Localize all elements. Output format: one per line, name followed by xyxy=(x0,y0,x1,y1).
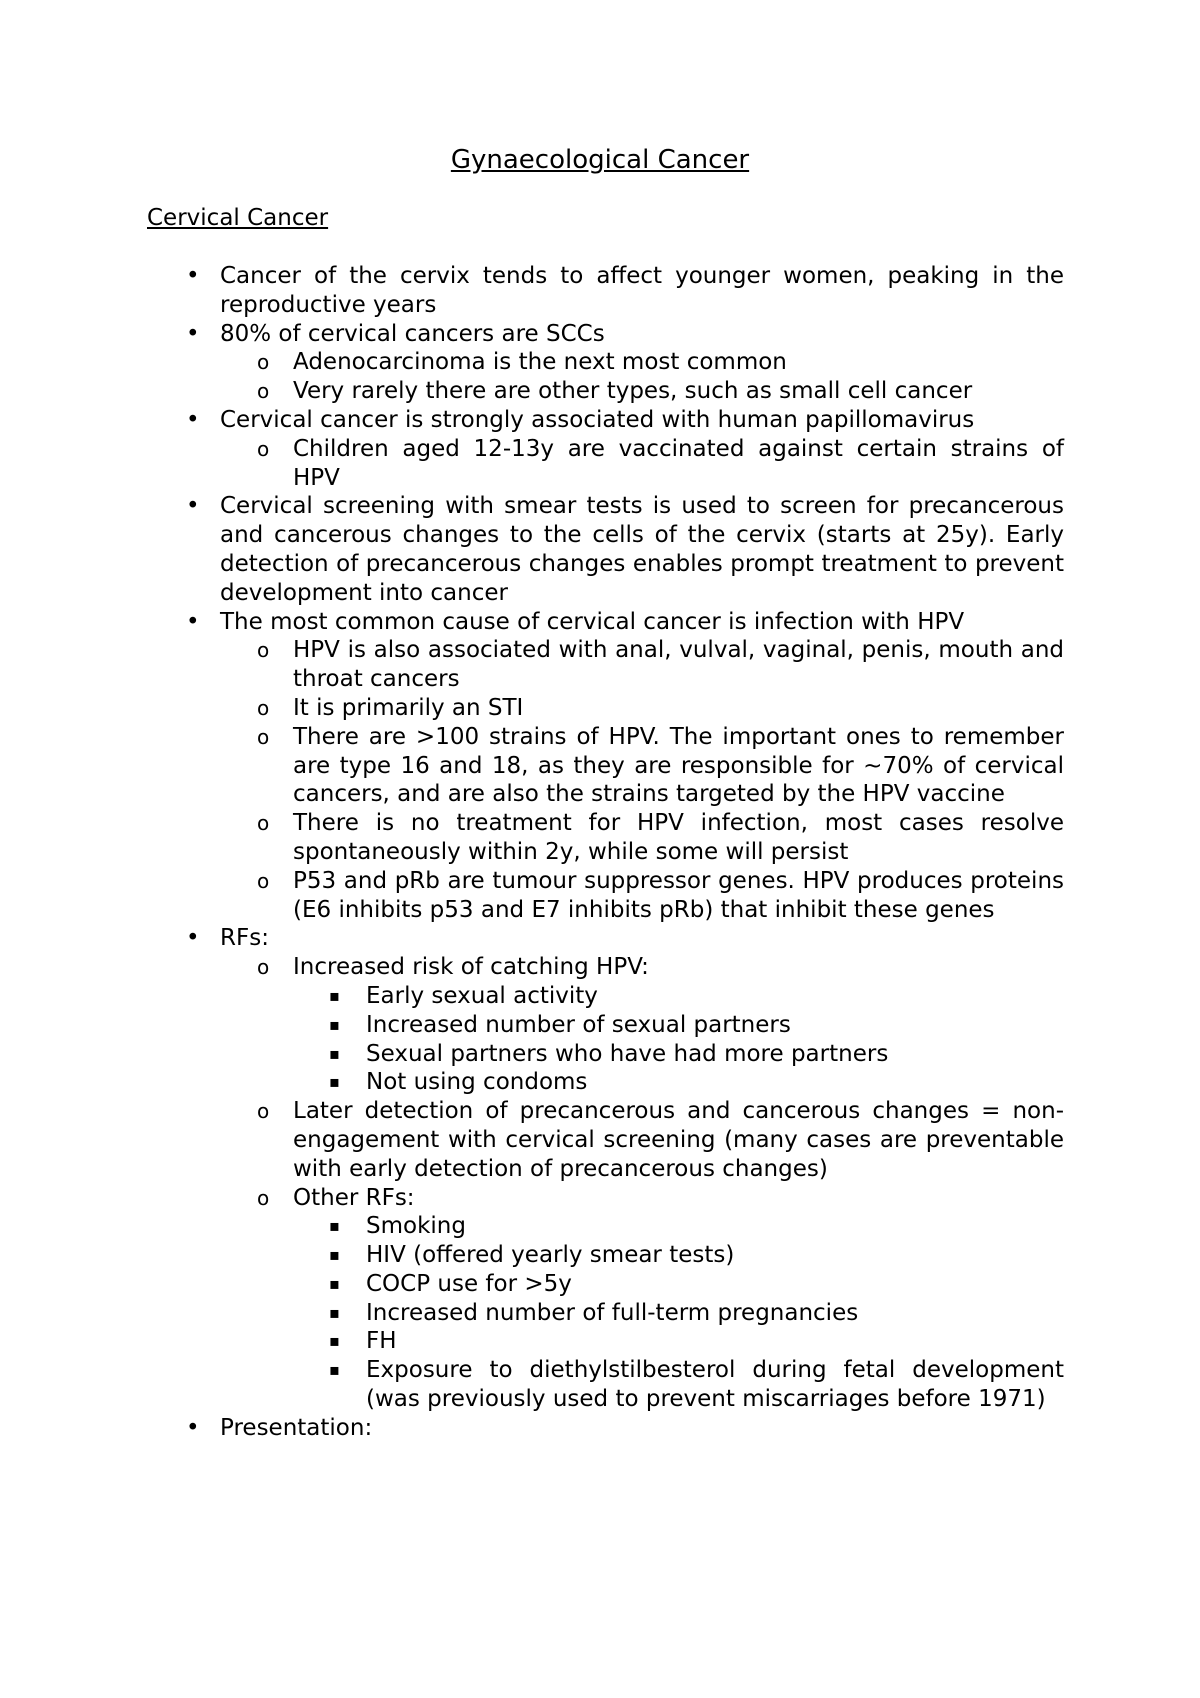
bullet-marker: ▪ xyxy=(329,1360,340,1380)
list-item-text: Exposure to diethylstilbesterol during fetal development (was previously used to prevent miscarriages before 1971) xyxy=(366,1357,1064,1413)
list-item-text: Children aged 12-13y are vaccinated against certain strains of HPV xyxy=(293,435,1064,491)
list-item xyxy=(0,1184,1200,1213)
list-item-text: Presentation: xyxy=(220,1414,373,1441)
list-item xyxy=(0,406,1200,435)
list-item xyxy=(0,1097,1200,1183)
list-item xyxy=(0,348,1200,377)
list-item xyxy=(0,1068,1200,1097)
list-item xyxy=(0,1414,1200,1443)
page-title xyxy=(0,144,1200,176)
list-item-text: COCP use for >5y xyxy=(366,1270,572,1297)
list-item-text: Not using condoms xyxy=(366,1069,588,1096)
list-item xyxy=(0,924,1200,953)
list-item-text: 80% of cervical cancers are SCCs xyxy=(220,320,605,347)
bullet-marker: • xyxy=(186,406,200,433)
list-item-text: It is primarily an STI xyxy=(293,694,524,721)
list-item-text: Increased number of full-term pregnancies xyxy=(366,1299,859,1326)
list-item-text: The most common cause of cervical cancer is infection with HPV xyxy=(220,608,965,635)
list-item xyxy=(0,1241,1200,1270)
list-item-text: FH xyxy=(366,1328,397,1355)
list-item xyxy=(0,1011,1200,1040)
list-item-text: Other RFs: xyxy=(293,1184,415,1211)
list-item xyxy=(0,867,1200,925)
bullet-marker: o xyxy=(257,695,270,720)
bullet-marker: ▪ xyxy=(329,1216,340,1236)
list-item xyxy=(0,262,1200,320)
list-item xyxy=(0,1270,1200,1299)
list-item xyxy=(0,608,1200,637)
list-item-text: Early sexual activity xyxy=(366,982,598,1009)
bullet-list xyxy=(0,262,1200,1443)
bullet-marker: • xyxy=(186,493,200,520)
list-item-text: Later detection of precancerous and cancerous changes = non-engagement with cervical screening (many cases are preventable with early detection of precancerous changes) xyxy=(293,1098,1064,1182)
bullet-marker: • xyxy=(186,1414,200,1441)
list-item xyxy=(0,694,1200,723)
list-item xyxy=(0,982,1200,1011)
bullet-marker: ▪ xyxy=(329,1273,340,1293)
bullet-marker: o xyxy=(257,724,270,749)
list-item xyxy=(0,1040,1200,1069)
list-item-text: Increased number of sexual partners xyxy=(366,1011,791,1038)
bullet-marker: o xyxy=(257,379,270,404)
list-item-text: Cervical cancer is strongly associated with human papillomavirus xyxy=(220,406,975,433)
list-item xyxy=(0,435,1200,493)
list-item-text: Cervical screening with smear tests is used to screen for precancerous and cancerous changes to the cells of the cervix (starts at 25y). Early detection of precancerous changes enables prompt treatment to prevent development into cancer xyxy=(220,493,1064,606)
list-item xyxy=(0,1212,1200,1241)
list-item-text: Sexual partners who have had more partners xyxy=(366,1040,889,1067)
bullet-marker: ▪ xyxy=(329,1043,340,1063)
list-item xyxy=(0,320,1200,349)
list-item xyxy=(0,636,1200,694)
list-item-text: Smoking xyxy=(366,1213,466,1240)
list-item xyxy=(0,377,1200,406)
bullet-marker: ▪ xyxy=(329,1245,340,1265)
list-item-text: RFs: xyxy=(220,925,269,952)
bullet-marker: o xyxy=(257,868,270,893)
list-item-text: P53 and pRb are tumour suppressor genes. HPV produces proteins (E6 inhibits p53 and E7 inhibits pRb) that inhibit these genes xyxy=(293,867,1064,923)
bullet-marker: ▪ xyxy=(329,1331,340,1351)
list-item xyxy=(0,1356,1200,1414)
list-item xyxy=(0,1327,1200,1356)
list-item xyxy=(0,1299,1200,1328)
bullet-marker: o xyxy=(257,350,270,375)
bullet-marker: ▪ xyxy=(329,1014,340,1034)
bullet-marker: • xyxy=(186,608,200,635)
section-heading: Cervical Cancer xyxy=(147,205,329,231)
list-item-text: HIV (offered yearly smear tests) xyxy=(366,1242,735,1269)
bullet-marker: ▪ xyxy=(329,1072,340,1092)
bullet-marker: ▪ xyxy=(329,985,340,1005)
bullet-marker: o xyxy=(257,1185,270,1210)
list-item-text: HPV is also associated with anal, vulval, vaginal, penis, mouth and throat cancers xyxy=(293,637,1064,693)
bullet-marker: o xyxy=(257,1099,270,1124)
list-item-text: Increased risk of catching HPV: xyxy=(293,954,649,981)
list-item xyxy=(0,723,1200,809)
bullet-marker: • xyxy=(186,320,200,347)
bullet-marker: o xyxy=(257,811,270,836)
bullet-marker: • xyxy=(186,925,200,952)
bullet-marker: o xyxy=(257,638,270,663)
list-item xyxy=(0,953,1200,982)
list-item-text: There are >100 strains of HPV. The important ones to remember are type 16 and 18, as they are responsible for ~70% of cervical cancers, and are also the strains targeted by the HPV vaccine xyxy=(293,723,1064,808)
list-item-text: There is no treatment for HPV infection, most cases resolve spontaneously within 2y, while some will persist xyxy=(293,810,1064,865)
bullet-marker: o xyxy=(257,436,270,461)
list-item xyxy=(0,809,1200,867)
bullet-marker: ▪ xyxy=(329,1302,340,1322)
list-item-text: Adenocarcinoma is the next most common xyxy=(293,349,787,376)
bullet-marker: o xyxy=(257,955,270,980)
list-item-text: Cancer of the cervix tends to affect younger women, peaking in the reproductive years xyxy=(220,263,1064,318)
list-item xyxy=(0,492,1200,607)
bullet-marker: • xyxy=(186,263,200,289)
list-item-text: Very rarely there are other types, such as small cell cancer xyxy=(293,378,973,405)
page-title-text: Gynaecological Cancer xyxy=(450,145,750,175)
